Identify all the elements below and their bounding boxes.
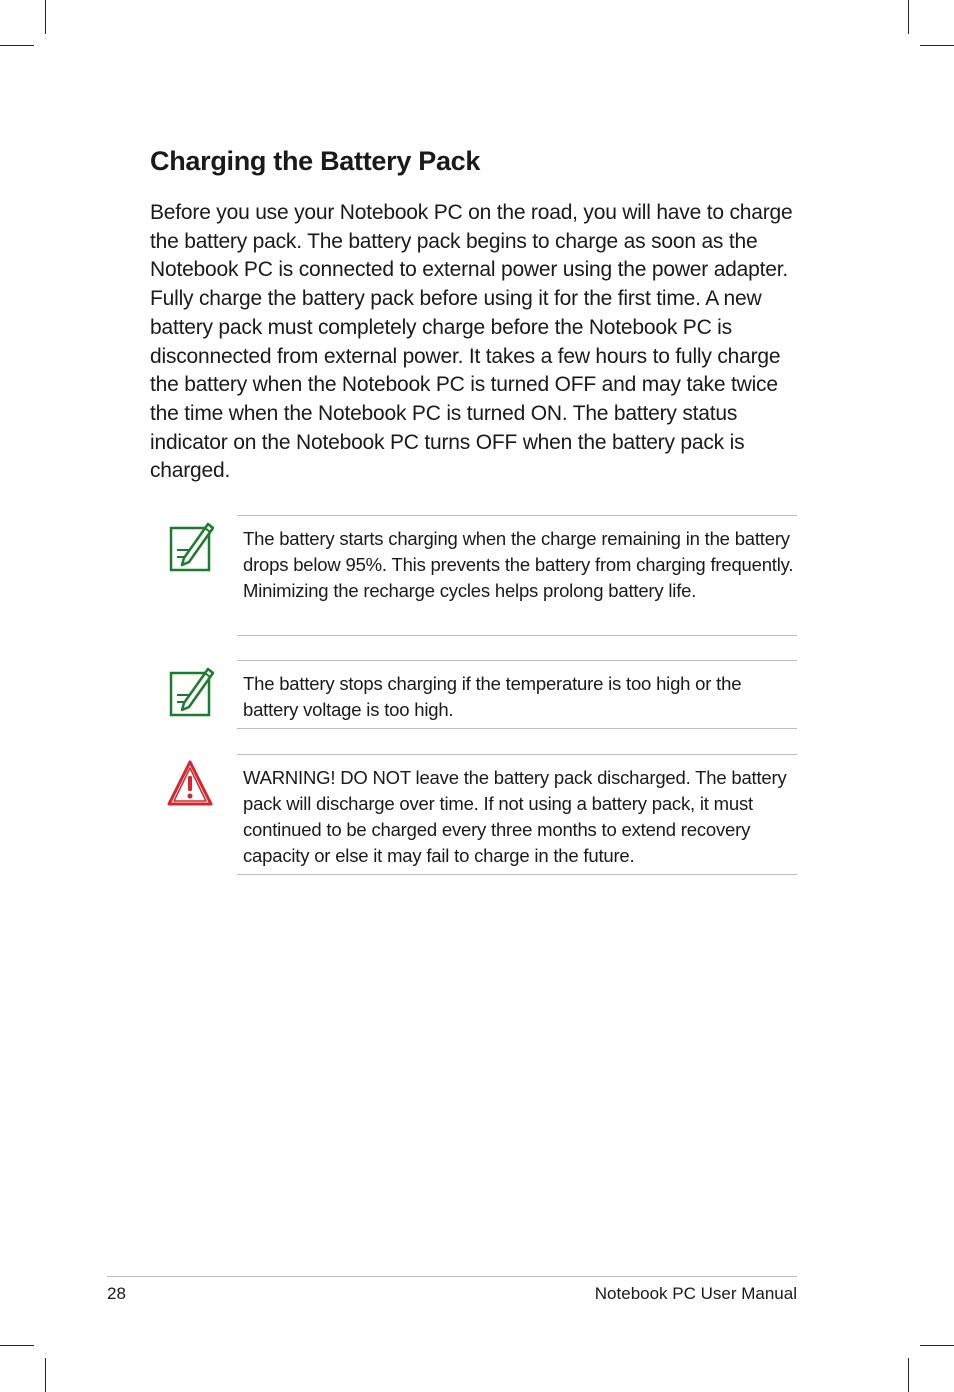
- note-pencil-icon: [168, 520, 216, 572]
- crop-mark: [0, 45, 34, 46]
- crop-mark: [0, 1345, 34, 1346]
- note-box: [237, 515, 797, 636]
- note-pencil-icon: [168, 665, 216, 717]
- manual-title: Notebook PC User Manual: [594, 1284, 797, 1303]
- warning-box: [237, 754, 797, 875]
- note-text: The battery starts charging when the charge remaining in the battery drops below 95%. This prevents the battery from charging frequently. Minimizing the recharge cycles helps prolong battery life.: [243, 528, 794, 601]
- section-title: Charging the Battery Pack: [150, 146, 481, 176]
- crop-mark: [920, 1345, 954, 1346]
- crop-mark: [908, 0, 909, 34]
- section-paragraph: Before you use your Notebook PC on the road, you will have to charge the battery pack. The battery pack begins to charge as soon as the Notebook PC is connected to external power using the power adapter. Fully charge the battery pack before using it for the first time. A new battery pack must completely charge before the Notebook PC is disconnected from external power. It takes a few hours to fully charge the battery when the Notebook PC is turned OFF and may take twice the time when the Notebook PC is turned ON. The battery status indicator on the Notebook PC turns OFF when the battery pack is charged.: [150, 201, 793, 483]
- note-text: The battery stops charging if the temperature is too high or the battery voltage is too high.: [243, 673, 742, 720]
- footer-divider: [107, 1276, 797, 1277]
- warning-text: WARNING! DO NOT leave the battery pack discharged. The battery pack will discharge over time. If not using a battery pack, it must continued to be charged every three months to extend recovery capacity or else it may fail to charge in the future.: [243, 767, 787, 866]
- crop-mark: [45, 1358, 46, 1392]
- crop-mark: [920, 45, 954, 46]
- crop-mark: [45, 0, 46, 34]
- page-number: 28: [107, 1284, 126, 1303]
- note-box: [237, 660, 797, 729]
- crop-mark: [908, 1358, 909, 1392]
- warning-triangle-icon: [166, 758, 214, 810]
